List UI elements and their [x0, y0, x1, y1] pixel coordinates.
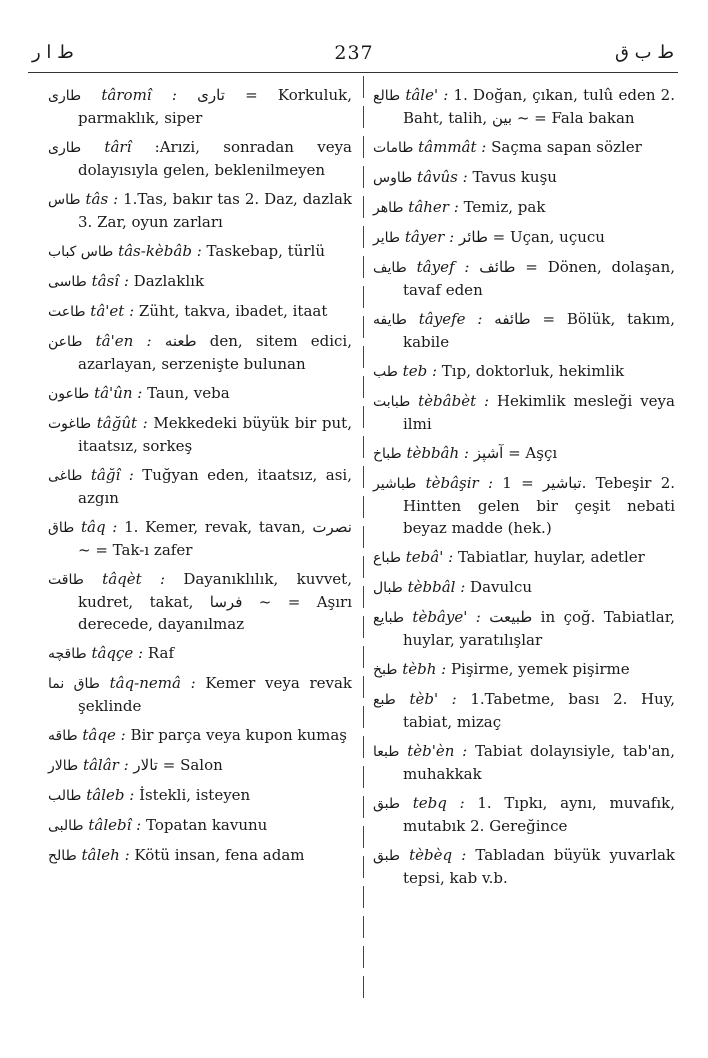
- header-rule: [28, 72, 678, 73]
- entry-arabic-headword: طالبى: [48, 818, 84, 834]
- dictionary-entry: [373, 166, 675, 189]
- dictionary-entry: [48, 300, 352, 323]
- entry-arabic-headword: طاوس: [373, 170, 413, 186]
- header-left-guide-word: ط ا ر: [32, 42, 74, 63]
- entry-transliteration: tâqèt :: [102, 570, 166, 588]
- entry-transliteration: tâyef :: [416, 258, 470, 276]
- entry-definition: تالار = Salon: [133, 756, 223, 774]
- dictionary-entry: [48, 382, 352, 405]
- entry-definition: Temiz, pak: [463, 198, 546, 216]
- entry-transliteration: tebâ' :: [405, 548, 454, 566]
- entry-definition: 1. Doğan, çıkan, tulû eden 2. Baht, talih, بين ~ = Fala bakan: [403, 86, 675, 127]
- entry-definition: Pişirme, yemek pişirme: [450, 660, 630, 678]
- dictionary-entry: [373, 658, 675, 681]
- entry-transliteration: tâ'et :: [90, 302, 135, 320]
- dictionary-entry: [48, 844, 352, 867]
- entry-definition: تارى = Korkuluk, parmaklık, siper: [78, 86, 352, 127]
- entry-transliteration: tâleb :: [86, 786, 135, 804]
- dictionary-entry: [373, 844, 675, 889]
- entry-arabic-headword: طارى: [48, 140, 82, 156]
- entry-transliteration: tâqe :: [82, 726, 126, 744]
- entry-definition: طبيعت in çoğ. Tabiatlar, huylar, yaratılışlar: [403, 608, 675, 649]
- entry-arabic-headword: طاسى: [48, 274, 87, 290]
- entry-transliteration: tâq :: [81, 518, 118, 536]
- dictionary-entry: [373, 360, 675, 383]
- entry-transliteration: tâyefe :: [418, 310, 483, 328]
- entry-transliteration: tâsî :: [91, 272, 129, 290]
- entry-definition: 1.Tabetme, bası 2. Huy, tabiat, mizaç: [403, 690, 675, 731]
- dictionary-entry: [373, 472, 675, 539]
- entry-arabic-headword: طايفه: [373, 312, 407, 328]
- dictionary-entry: [373, 226, 675, 249]
- dictionary-entry: [48, 412, 352, 457]
- dictionary-entry: [373, 740, 675, 785]
- column-divider: [363, 76, 364, 1006]
- entry-definition: 1. Kemer, revak, tavan, نصرت ~ = Tak-ı zafer: [78, 518, 352, 559]
- dictionary-entry: [48, 270, 352, 293]
- entry-arabic-headword: طالب: [48, 788, 82, 804]
- entry-definition: Topatan kavunu: [146, 816, 268, 834]
- entry-arabic-headword: طبخ: [373, 662, 398, 678]
- entry-transliteration: târomî :: [101, 86, 177, 104]
- entry-definition: Taskebap, türlü: [206, 242, 325, 260]
- entry-arabic-headword: طارى: [48, 88, 82, 104]
- dictionary-entry: [48, 672, 352, 717]
- dictionary-entry: [48, 330, 352, 375]
- entry-transliteration: tèbèq :: [409, 846, 467, 864]
- entry-arabic-headword: طباع: [373, 550, 401, 566]
- entry-transliteration: tâle' :: [405, 86, 449, 104]
- entry-definition: Tabiat dolayısiyle, tab'an, muhakkak: [403, 742, 675, 783]
- entry-definition: Taun, veba: [147, 384, 230, 402]
- dictionary-entry: [48, 136, 352, 181]
- dictionary-entry: [48, 568, 352, 635]
- entry-definition: Mekkedeki büyük bir put, itaatsız, sorkeş: [78, 414, 352, 455]
- entry-arabic-headword: طبابت: [373, 394, 411, 410]
- entry-definition: Raf: [147, 644, 175, 662]
- entry-transliteration: tèbh :: [402, 660, 447, 678]
- entry-definition: Tabiatlar, huylar, adetler: [457, 548, 645, 566]
- entry-definition: Tavus kuşu: [472, 168, 557, 186]
- page-number: 237: [334, 42, 374, 64]
- entry-definition: Kemer veya revak şeklinde: [78, 674, 352, 715]
- entry-definition: Bir parça veya kupon kumaş: [130, 726, 348, 744]
- entry-arabic-headword: طاس: [48, 192, 81, 208]
- header-right-guide-word: ط ب ق: [614, 42, 674, 63]
- entry-transliteration: tèb' :: [409, 690, 457, 708]
- entry-definition: Tuğyan eden, itaatsız, asi, azgın: [78, 466, 352, 507]
- entry-transliteration: tèbâşir :: [425, 474, 494, 492]
- entry-arabic-headword: طامات: [373, 140, 414, 156]
- entry-arabic-headword: طالع: [373, 88, 401, 104]
- dictionary-entry: [48, 516, 352, 561]
- page-header: [0, 36, 708, 66]
- dictionary-entry: [48, 84, 352, 129]
- entry-arabic-headword: طالار: [48, 758, 79, 774]
- right-column: [373, 84, 675, 896]
- dictionary-entry: [373, 792, 675, 837]
- entry-definition: İstekli, isteyen: [139, 786, 251, 804]
- entry-transliteration: tâ'en :: [95, 332, 152, 350]
- entry-transliteration: tèbâye' :: [412, 608, 481, 626]
- entry-definition: Tabladan büyük yuvarlak tepsi, kab v.b.: [403, 846, 675, 887]
- entry-transliteration: tâqçe :: [91, 644, 144, 662]
- entry-definition: Kötü insan, fena adam: [134, 846, 305, 864]
- entry-transliteration: tâğî :: [90, 466, 134, 484]
- entry-arabic-headword: طاعن: [48, 334, 83, 350]
- entry-definition: Hekimlik mesleği veya ilmi: [403, 392, 675, 433]
- entry-arabic-headword: طباخ: [373, 446, 402, 462]
- entry-transliteration: tâ'ûn :: [94, 384, 143, 402]
- entry-transliteration: tâğût :: [96, 414, 148, 432]
- entry-transliteration: tèbbâl :: [407, 578, 466, 596]
- dictionary-entry: [373, 256, 675, 301]
- entry-arabic-headword: طبايع: [373, 610, 404, 626]
- entry-arabic-headword: طاقه: [48, 728, 78, 744]
- dictionary-entry: [373, 84, 675, 129]
- dictionary-entry: [48, 240, 352, 263]
- entry-definition: طائر = Uçan, uçucu: [458, 228, 605, 246]
- entry-transliteration: tèbbâh :: [406, 444, 469, 462]
- entry-arabic-headword: طاق نما: [48, 676, 100, 692]
- entry-transliteration: tâvûs :: [417, 168, 468, 186]
- entry-transliteration: tâleh :: [81, 846, 130, 864]
- entry-arabic-headword: طاق: [48, 520, 75, 536]
- dictionary-entry: [373, 196, 675, 219]
- entry-arabic-headword: طاغوت: [48, 416, 92, 432]
- left-column: [48, 84, 352, 874]
- dictionary-entry: [48, 784, 352, 807]
- entry-transliteration: teb :: [402, 362, 438, 380]
- entry-transliteration: tâlebî :: [88, 816, 142, 834]
- entry-arabic-headword: طاقت: [48, 572, 84, 588]
- entry-arabic-headword: طاقچه: [48, 646, 87, 662]
- entry-arabic-headword: طب: [373, 364, 398, 380]
- dictionary-entry: [48, 814, 352, 837]
- entry-transliteration: tèb'èn :: [407, 742, 468, 760]
- entry-arabic-headword: طباشير: [373, 476, 417, 492]
- entry-arabic-headword: طاس كباب: [48, 244, 114, 260]
- entry-transliteration: tâher :: [408, 198, 459, 216]
- entry-arabic-headword: طاعون: [48, 386, 90, 402]
- entry-transliteration: tâyer :: [404, 228, 455, 246]
- entry-definition: طائفه = Bölük, takım, kabile: [403, 310, 675, 351]
- entry-transliteration: tâlâr :: [82, 756, 129, 774]
- entry-transliteration: tèbâbèt :: [418, 392, 490, 410]
- entry-definition: طعنه den, sitem edici, azarlayan, serzenişte bulunan: [78, 332, 352, 373]
- entry-arabic-headword: طبعا: [373, 744, 400, 760]
- entry-definition: طائف = Dönen, dolaşan, tavaf eden: [403, 258, 675, 299]
- entry-arabic-headword: طبع: [373, 692, 396, 708]
- entry-definition: Saçma sapan sözler: [491, 138, 642, 156]
- dictionary-entry: [373, 442, 675, 465]
- entry-transliteration: tâs :: [85, 190, 119, 208]
- dictionary-entry: [373, 308, 675, 353]
- dictionary-entry: [48, 188, 352, 233]
- dictionary-entry: [48, 642, 352, 665]
- dictionary-entry: [373, 688, 675, 733]
- entry-arabic-headword: طالح: [48, 848, 77, 864]
- entry-definition: Davulcu: [470, 578, 533, 596]
- entry-definition: Züht, takva, ibadet, itaat: [138, 302, 328, 320]
- entry-definition: Dazlaklık: [133, 272, 205, 290]
- dictionary-entry: [373, 546, 675, 569]
- entry-definition: 1. Tıpkı, aynı, muvafık, mutabık 2. Gereğince: [403, 794, 675, 835]
- dictionary-entry: [373, 576, 675, 599]
- dictionary-entry: [373, 606, 675, 651]
- entry-arabic-headword: طاير: [373, 230, 401, 246]
- dictionary-entry: [48, 464, 352, 509]
- entry-arabic-headword: طاغى: [48, 468, 83, 484]
- entry-transliteration: tâmmât :: [418, 138, 487, 156]
- entry-definition: تباشير = 1. Tebeşir 2. Hintten gelen bir çeşit nebati beyaz madde (hek.): [403, 474, 676, 537]
- entry-arabic-headword: طبال: [373, 580, 403, 596]
- entry-transliteration: târî: [104, 138, 132, 156]
- entry-definition: Dayanıklılık, kuvvet, kudret, takat, فرسا ~ = Aşırı derecede, dayanılmaz: [78, 570, 352, 633]
- entry-arabic-headword: طبق: [373, 796, 401, 812]
- entry-arabic-headword: طبق: [373, 848, 401, 864]
- dictionary-entry: [373, 390, 675, 435]
- entry-definition: 1.Tas, bakır tas 2. Daz, dazlak 3. Zar, oyun zarları: [78, 190, 352, 231]
- entry-arabic-headword: طايف: [373, 260, 407, 276]
- entry-definition: Tıp, doktorluk, hekimlik: [441, 362, 625, 380]
- entry-arabic-headword: طاعت: [48, 304, 86, 320]
- dictionary-entry: [48, 754, 352, 777]
- entry-arabic-headword: طاهر: [373, 200, 404, 216]
- entry-transliteration: tâq-nemâ :: [109, 674, 196, 692]
- entry-transliteration: tâs-kèbâb :: [118, 242, 202, 260]
- entry-transliteration: tebq :: [412, 794, 465, 812]
- entry-definition: :Arızi, sonradan veya dolayısıyla gelen, beklenilmeyen: [78, 138, 352, 179]
- entry-definition: آشپز = Aşçı: [473, 444, 558, 462]
- dictionary-entry: [48, 724, 352, 747]
- dictionary-entry: [373, 136, 675, 159]
